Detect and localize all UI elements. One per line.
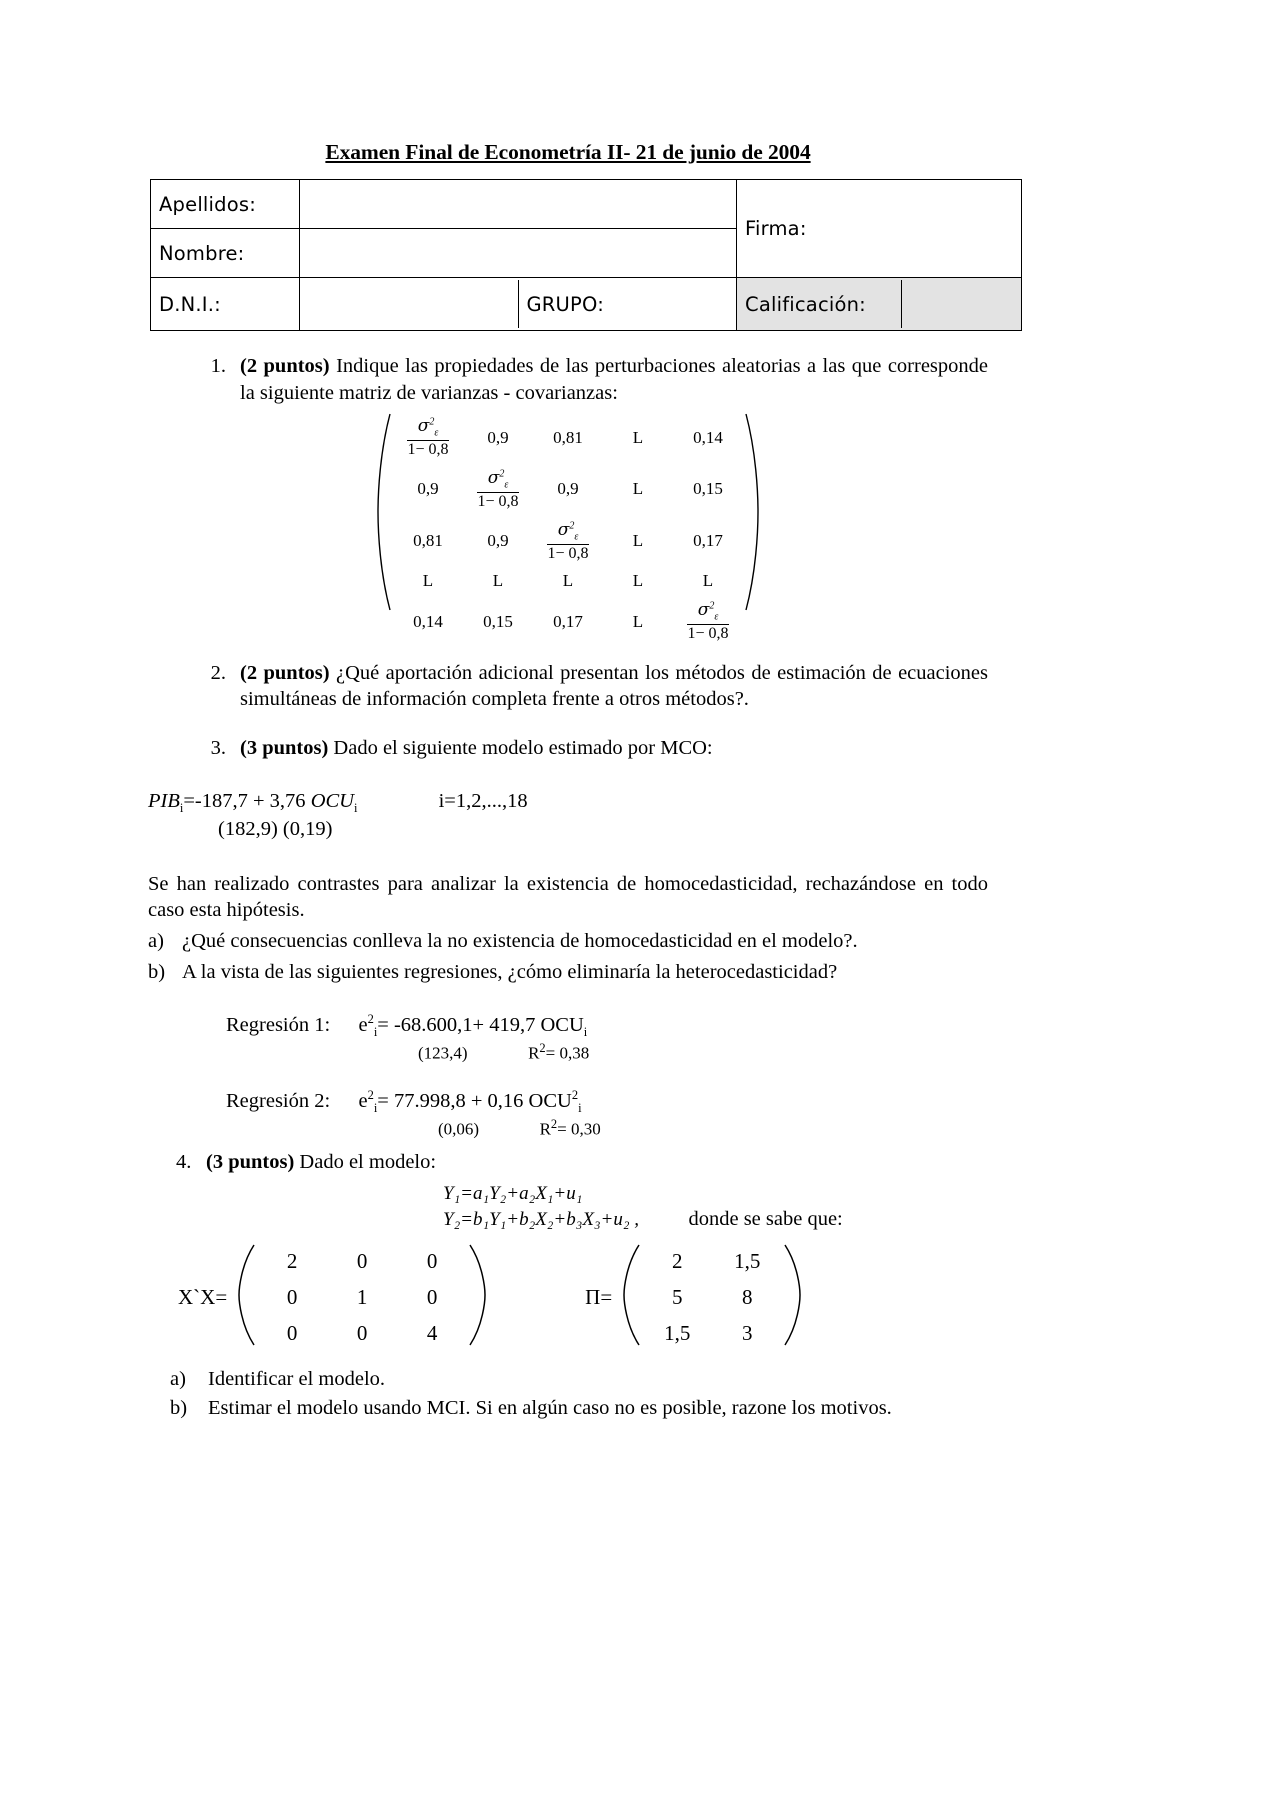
pi-matrix xyxy=(620,1243,804,1352)
xx-matrix xyxy=(235,1243,489,1352)
xx-matrix-cell: 0 xyxy=(356,1321,368,1346)
regresion-2-label: Regresión 2: xyxy=(226,1089,331,1112)
regresion-1-r2-value: = 0,38 xyxy=(545,1044,590,1064)
q4-item-b-label: b) xyxy=(170,1396,188,1419)
student-info-table xyxy=(150,179,1022,331)
regresion-2 xyxy=(226,1087,988,1116)
q4-equation-note: donde se sabe que: xyxy=(688,1208,843,1231)
question-1 xyxy=(148,353,988,406)
matrix-cell: 0,81 xyxy=(413,531,443,551)
dni-input[interactable] xyxy=(308,280,518,328)
regresion-2-rhs-sub: i xyxy=(578,1101,582,1116)
pi-matrix-cell: 1,5 xyxy=(664,1321,691,1346)
q4-equation-2: Y₂=b₁Y₁+b₂X₂+b₃X₃+u₂ , xyxy=(443,1209,639,1231)
regresion-2-r2-sup: 2 xyxy=(550,1117,558,1132)
matrix-cell: 0,15 xyxy=(483,611,513,631)
apellidos-field[interactable] xyxy=(300,180,737,229)
pi-right-paren-icon xyxy=(782,1243,804,1352)
pi-matrix-cell: 8 xyxy=(741,1285,753,1310)
regresion-2-r2-value: = 0,30 xyxy=(557,1119,601,1139)
calificacion-field[interactable] xyxy=(902,280,1022,328)
xx-matrix-cell: 0 xyxy=(426,1248,438,1273)
xx-matrix-row xyxy=(257,1243,467,1279)
nombre-label: Nombre: xyxy=(151,229,300,278)
dni-label: D.N.I.: xyxy=(151,278,300,331)
matrix-cell: 0,81 xyxy=(553,427,583,447)
regresion-1-r2-label: R xyxy=(528,1044,540,1064)
xx-matrix-cell: 1 xyxy=(356,1285,368,1310)
calificacion-label: Calificación: xyxy=(737,280,902,328)
q3-standard-errors: (182,9) (0,19) xyxy=(218,817,333,840)
q3-model-var: OCU xyxy=(310,789,354,812)
matrix-cell: L xyxy=(632,571,644,591)
regresion-1-stats xyxy=(418,1040,988,1065)
page-title-text: Examen Final de Econometría II- 21 de junio de 2004 xyxy=(325,140,811,164)
question-2 xyxy=(148,660,988,713)
xx-matrix-cell: 0 xyxy=(426,1285,438,1310)
question-4-number: 4. xyxy=(176,1151,192,1174)
matrix-body xyxy=(393,412,743,647)
pi-matrix-cell: 3 xyxy=(741,1321,753,1346)
regresion-2-se: (0,06) xyxy=(438,1119,480,1139)
regresion-1-r2-sup: 2 xyxy=(539,1041,546,1056)
question-4-points: (3 puntos) xyxy=(206,1151,295,1174)
question-2-number: 2. xyxy=(210,661,226,684)
matrix-cell: 0,9 xyxy=(557,479,579,499)
question-3-body xyxy=(240,735,988,762)
q3-item-a-label: a) xyxy=(148,929,164,952)
table-row-dni xyxy=(151,278,1022,331)
q4-item-b xyxy=(148,1395,988,1422)
table-row-apellidos xyxy=(151,180,1022,229)
matrix-cell: L xyxy=(492,571,504,591)
matrix-cell: 0,14 xyxy=(413,611,443,631)
matrix-cell-fraction: $\frac{\sigma^2_\varepsilon}{1- 0,8}$ xyxy=(687,600,729,642)
regresion-1-lhs-sup: 2 xyxy=(367,1012,374,1027)
question-1-text: Indique las propiedades de las perturbaciones aleatorias a las que corresponde la siguiente matriz de varianzas - covarianzas: xyxy=(240,355,988,404)
variance-covariance-matrix xyxy=(148,412,988,647)
question-3 xyxy=(148,735,988,762)
question-4 xyxy=(148,1149,988,1176)
regresion-2-lhs: e xyxy=(358,1089,368,1112)
apellidos-label: Apellidos: xyxy=(151,180,300,229)
regresion-2-lhs-sub: i xyxy=(373,1101,378,1116)
q4-equation-2-line xyxy=(443,1206,988,1233)
q3-model-var-sub: i xyxy=(353,800,358,815)
q3-index-range: i=1,2,...,18 xyxy=(438,789,528,812)
matrix-cell: L xyxy=(422,571,434,591)
q3-model-rhs: =-187,7 + 3,76 xyxy=(183,789,311,812)
q4-equation-1: Y₁=a₁Y₂+a₂X₁+u₁ xyxy=(443,1182,583,1204)
matrix-cell: 0,9 xyxy=(487,427,509,447)
xx-matrix-cell: 2 xyxy=(286,1248,298,1273)
question-1-number: 1. xyxy=(210,355,226,377)
question-2-points: (2 puntos) xyxy=(240,661,330,684)
regresion-2-lhs-sup: 2 xyxy=(367,1088,374,1103)
regresion-1-lhs: e xyxy=(358,1014,368,1037)
regresion-2-r2-label: R xyxy=(539,1119,551,1139)
regresion-1-lhs-sub: i xyxy=(373,1025,378,1040)
matrix-cell: 0,9 xyxy=(417,479,439,499)
page-title xyxy=(148,140,988,165)
matrix-cell: 0,15 xyxy=(693,479,723,499)
q4-item-a xyxy=(148,1366,988,1393)
matrix-cell: L xyxy=(632,611,644,631)
q3-item-b-text: A la vista de las siguientes regresiones, ¿cómo eliminaría la heterocedasticidad? xyxy=(182,960,838,983)
pi-matrix-cell: 1,5 xyxy=(734,1248,761,1273)
matrix-cell: L xyxy=(632,479,644,499)
regresion-1-label: Regresión 1: xyxy=(226,1014,331,1037)
question-3-points: (3 puntos) xyxy=(240,737,329,759)
pi-matrix-row xyxy=(642,1279,782,1315)
q3-item-b-label: b) xyxy=(148,960,166,983)
pi-matrix-cell: 2 xyxy=(671,1248,683,1273)
xx-matrix-label: X`X= xyxy=(178,1285,228,1310)
matrix-row xyxy=(393,516,743,568)
matrix-row xyxy=(393,464,743,516)
matrix-cell-fraction: $\frac{\sigma^2_\varepsilon}{1- 0,8}$ xyxy=(477,467,519,510)
q3-item-a-text: ¿Qué consecuencias conlleva la no existencia de homocedasticidad en el modelo?. xyxy=(182,929,858,952)
calificacion-cell xyxy=(737,278,1022,331)
regresion-1-se: (123,4) xyxy=(418,1044,468,1064)
matrix-row xyxy=(393,567,743,596)
xx-right-paren-icon xyxy=(467,1243,489,1352)
q4-item-a-label: a) xyxy=(170,1368,186,1391)
firma-label: Firma: xyxy=(737,180,1022,278)
matrix-right-paren-icon xyxy=(743,412,761,647)
pi-matrix-row xyxy=(642,1243,782,1279)
question-4-body xyxy=(206,1149,988,1176)
matrix-cell: 0,17 xyxy=(553,611,583,631)
matrix-cell: L xyxy=(632,531,644,551)
regresion-2-rhs: = 77.998,8 + 0,16 OCU xyxy=(377,1089,572,1112)
regresion-2-rhs-sup: 2 xyxy=(571,1088,579,1103)
regresion-2-stats xyxy=(438,1116,988,1141)
matrix-cell: 0,9 xyxy=(487,531,509,551)
regresion-1 xyxy=(226,1011,988,1040)
q3-model-lhs: PIB xyxy=(148,789,180,812)
xx-matrix-cell: 0 xyxy=(286,1321,298,1346)
q3-item-b xyxy=(148,959,988,986)
matrix-cell: L xyxy=(562,571,574,591)
pi-matrix-row xyxy=(642,1316,782,1352)
question-2-text: ¿Qué aportación adicional presentan los métodos de estimación de ecuaciones simultáneas de información completa frente a otros métodos?. xyxy=(240,661,988,711)
xx-matrix-cell: 0 xyxy=(356,1248,368,1273)
q4-item-a-text: Identificar el modelo. xyxy=(208,1368,386,1391)
xx-matrix-row xyxy=(257,1316,467,1352)
page-content xyxy=(148,140,988,1421)
grupo-label: GRUPO: xyxy=(518,280,728,328)
matrix-cell: 0,17 xyxy=(693,531,723,551)
dni-field[interactable] xyxy=(300,278,737,331)
q3-intro-text: Se han realizado contrastes para analizar la existencia de homocedasticidad, rechazándose en todo caso esta hipótesis. xyxy=(148,872,988,922)
regresion-1-rhs-sub: i xyxy=(583,1025,588,1040)
pi-left-paren-icon xyxy=(620,1243,642,1352)
regresion-1-rhs: = -68.600,1+ 419,7 OCU xyxy=(377,1014,584,1037)
xx-matrix-cell: 4 xyxy=(426,1321,438,1346)
matrix-row xyxy=(393,412,743,464)
q4-item-b-text: Estimar el modelo usando MCI. Si en algún caso no es posible, razone los motivos. xyxy=(208,1396,892,1419)
xx-left-paren-icon xyxy=(235,1243,257,1352)
matrix-cell-fraction: $\frac{\sigma^2_\varepsilon}{1- 0,8}$ xyxy=(407,416,449,459)
question-3-text: Dado el siguiente modelo estimado por MCO: xyxy=(328,737,713,759)
nombre-field[interactable] xyxy=(300,229,737,278)
matrix-cell: 0,14 xyxy=(693,427,723,447)
question-1-body xyxy=(240,353,988,406)
xx-matrix-cell: 0 xyxy=(286,1285,298,1310)
question-4-text: Dado el modelo: xyxy=(294,1151,437,1174)
q3-estimated-model xyxy=(148,788,988,816)
q3-item-a xyxy=(148,928,988,955)
matrix-cell: L xyxy=(632,427,644,447)
pi-matrix-label: Π= xyxy=(585,1285,613,1310)
q3-intro xyxy=(148,871,988,924)
q3-model-lhs-sub: i xyxy=(179,800,184,815)
question-3-number: 3. xyxy=(210,737,226,759)
question-2-body xyxy=(240,660,988,713)
xx-matrix-row xyxy=(257,1279,467,1315)
matrix-left-paren-icon xyxy=(375,412,393,647)
matrix-cell-fraction: $\frac{\sigma^2_\varepsilon}{1- 0,8}$ xyxy=(547,519,589,562)
matrix-cell: L xyxy=(702,571,714,591)
matrix-row xyxy=(393,596,743,648)
question-1-points: (2 puntos) xyxy=(240,355,330,377)
q4-matrices xyxy=(148,1243,988,1352)
pi-matrix-cell: 5 xyxy=(671,1285,683,1310)
